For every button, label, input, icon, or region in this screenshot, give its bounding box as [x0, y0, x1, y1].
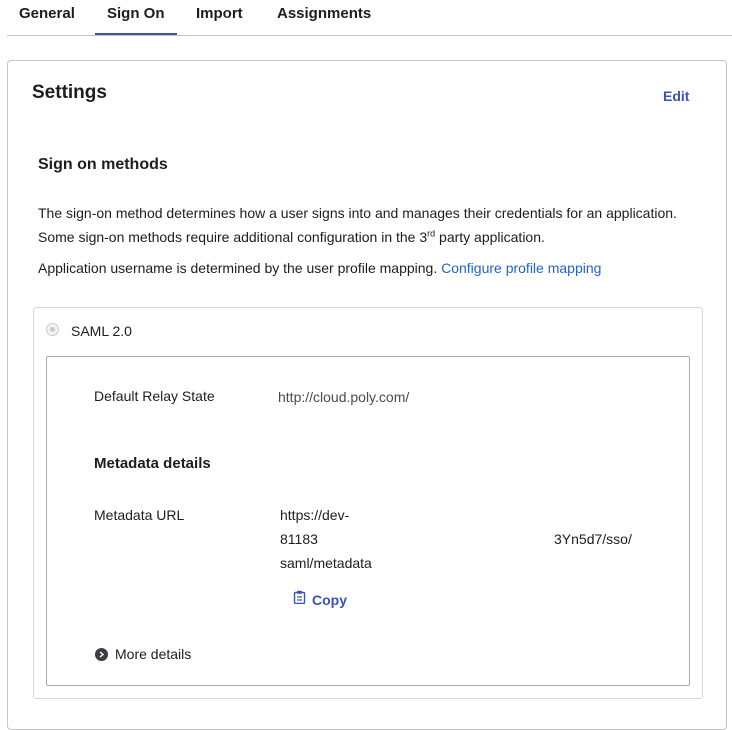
saml-details-box: [46, 356, 690, 686]
metadata-url-fragment: 3Yn5d7/sso/: [554, 531, 632, 547]
more-details-toggle[interactable]: [95, 646, 191, 662]
description-text: The sign-on method determines how a user signs into and manages their credentials for an application. Some sign-on methods require additional configuration in the 3: [38, 205, 677, 245]
clipboard-icon: [293, 590, 306, 609]
username-mapping-text: [38, 260, 601, 276]
metadata-url-line-1: https://dev-: [280, 507, 350, 523]
saml-radio-label: SAML 2.0: [71, 323, 132, 339]
settings-panel: [7, 60, 727, 730]
tab-general[interactable]: General: [19, 5, 75, 22]
saml-radio[interactable]: [46, 323, 59, 336]
tab-sign-on[interactable]: Sign On: [107, 5, 165, 22]
settings-title: Settings: [32, 82, 107, 103]
metadata-url-line-2: 81183: [280, 531, 318, 547]
default-relay-state-label: Default Relay State: [94, 388, 215, 404]
metadata-details-title: Metadata details: [94, 455, 211, 472]
metadata-url-label: Metadata URL: [94, 507, 185, 523]
tab-import[interactable]: Import: [196, 5, 243, 22]
chevron-right-circle-icon: [95, 648, 108, 661]
description-text-end: party application.: [435, 229, 545, 245]
tab-assignments[interactable]: Assignments: [277, 5, 372, 22]
sign-on-description: [38, 201, 688, 249]
saml-method-box: [33, 307, 703, 699]
edit-link[interactable]: Edit: [663, 88, 690, 104]
metadata-url-line-3: saml/metadata: [280, 555, 372, 571]
copy-button[interactable]: [293, 590, 347, 609]
description-superscript: rd: [427, 228, 436, 239]
copy-label: Copy: [312, 591, 347, 608]
tab-bar: [7, 0, 732, 36]
sign-on-methods-title: Sign on methods: [38, 156, 168, 173]
username-mapping-label: Application username is determined by the user profile mapping.: [38, 260, 438, 276]
default-relay-state-value: http://cloud.poly.com/: [278, 389, 410, 405]
configure-profile-mapping-link[interactable]: Configure profile mapping: [441, 260, 602, 276]
more-details-label: More details: [115, 646, 192, 662]
